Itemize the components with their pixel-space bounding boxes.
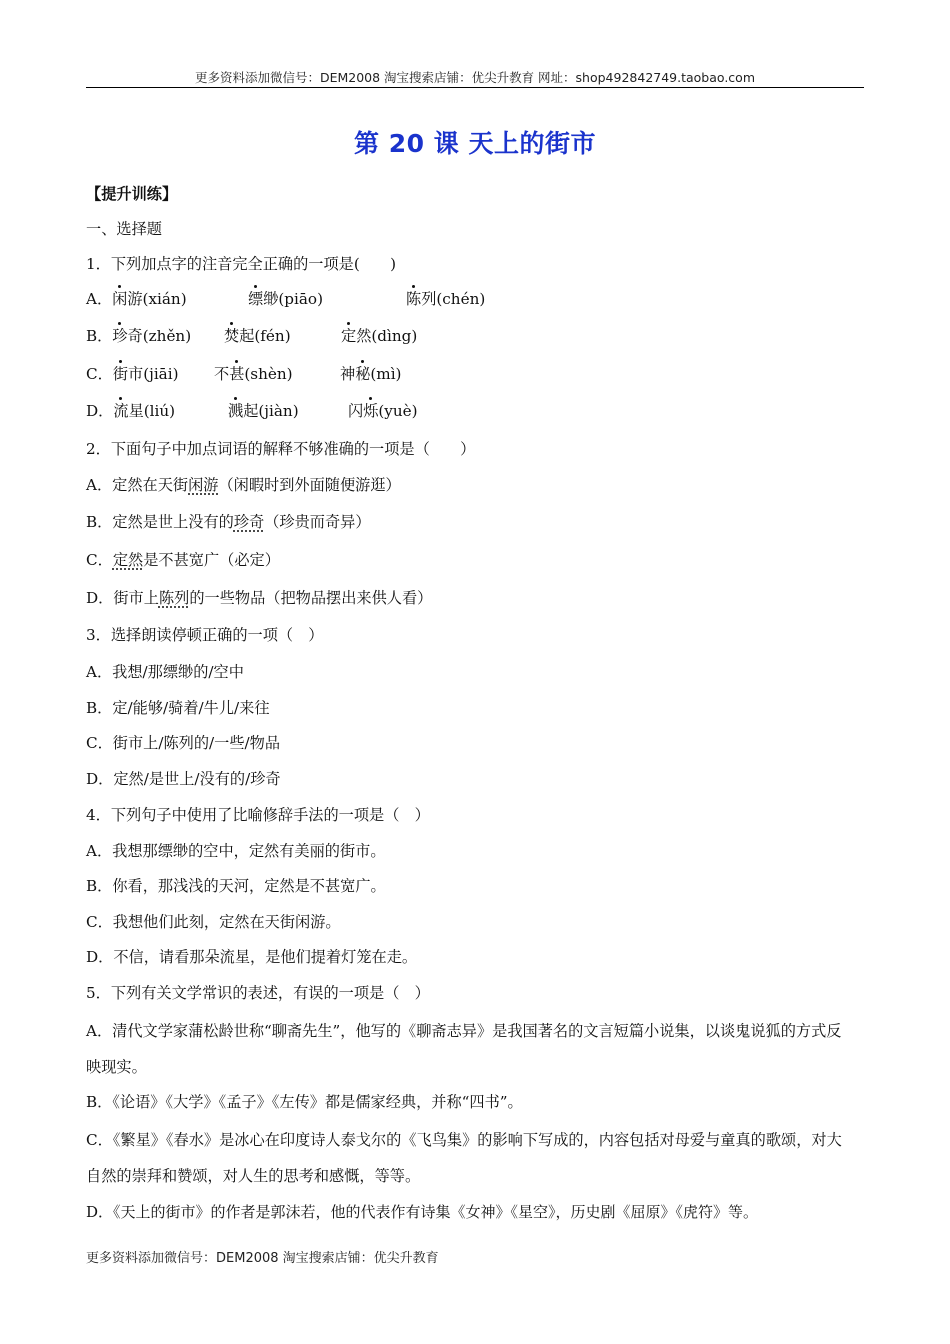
dotted-char: 陈 (406, 290, 422, 308)
dotted-word: 闲游 (188, 476, 219, 494)
q2-option-c (86, 553, 280, 568)
dotted-char: 街 (112, 365, 128, 383)
option-text: 星(liú) (128, 402, 176, 420)
dotted-char: 秘 (355, 365, 371, 383)
option-text: 列(chén) (421, 290, 486, 308)
q4-option-b: B．你看，那浅浅的天河，定然是不甚宽广。 (86, 877, 386, 895)
dotted-char: 定 (341, 327, 357, 345)
option-text: D．街市上 (86, 589, 159, 607)
option-text: 市(jiāi) (128, 365, 179, 383)
dotted-word: 珍奇 (233, 513, 265, 531)
option-text: 不 (214, 365, 230, 383)
option-text: 然(dìng) (356, 327, 418, 345)
q4-option-a: A．我想那缥缈的空中，定然有美丽的街市。 (86, 842, 386, 860)
option-text: 缈(piāo) (263, 290, 324, 308)
page-title: 第 20 课 天上的街市 (354, 129, 596, 158)
option-text: C． (86, 551, 113, 569)
q5-option-b: B．《论语》《大学》《孟子》《左传》都是儒家经典，并称“四书”。 (86, 1093, 523, 1111)
q3-option-b: B．定/能够/骑着/牛儿/来往 (86, 699, 270, 717)
q2-option-a (86, 478, 401, 493)
dotted-char: 闲 (112, 290, 128, 308)
dotted-char: 缥 (248, 290, 264, 308)
q1-stem: 1．下列加点字的注音完全正确的一项是( ) (86, 255, 397, 273)
q2-option-d (86, 591, 432, 606)
option-label: D． (86, 402, 114, 420)
q5-option-c: C．《繁星》《春水》是冰心在印度诗人泰戈尔的《飞鸟集》的影响下写成的，内容包括对母爱与童真的歌颂，对大自然的崇拜和赞颂，对人生的思考和感慨，等等。 (86, 1131, 842, 1185)
part-heading: 一、选择题 (86, 220, 162, 238)
option-label: C． (86, 365, 113, 383)
option-text: (yuè) (378, 402, 418, 420)
header-divider (86, 87, 864, 88)
q2-stem: 2．下面句子中加点词语的解释不够准确的一项是（ ） (86, 440, 476, 458)
q3-option-a: A．我想/那缥缈的/空中 (86, 663, 244, 681)
dotted-char: 烁 (363, 402, 379, 420)
q5-stem: 5．下列有关文学常识的表述，有误的一项是（ ） (86, 984, 430, 1002)
option-text: （闲暇时到外面随便游逛） (218, 476, 401, 494)
page-footer: 更多资料添加微信号：DEM2008 淘宝搜索店铺：优尖升教育 (86, 1251, 439, 1266)
option-text: （珍贵而奇异） (264, 513, 371, 531)
option-label: A． (86, 290, 113, 308)
page-header: 更多资料添加微信号：DEM2008 淘宝搜索店铺：优尖升教育 网址：shop492842749.taobao.com (194, 70, 756, 85)
q3-option-c: C．街市上/陈列的/一些/物品 (86, 734, 281, 752)
dotted-char: 甚 (229, 365, 245, 383)
q1-option-d (86, 402, 418, 420)
dotted-char: 流 (113, 402, 129, 420)
dotted-word: 定然 (112, 551, 144, 569)
option-text: A．定然在天街 (86, 476, 189, 494)
section-heading: 【提升训练】 (86, 185, 178, 203)
q1-option-a (86, 290, 486, 308)
option-text: 是不甚宽广（必定） (143, 551, 280, 569)
q1-option-c (86, 365, 402, 383)
option-text: B．定然是世上没有的 (86, 513, 234, 531)
dotted-char: 珍 (112, 327, 128, 345)
dotted-char: 焚 (224, 327, 240, 345)
dotted-word: 陈列 (158, 589, 190, 607)
option-text: 起(fén) (239, 327, 291, 345)
q4-stem: 4．下列句子中使用了比喻修辞手法的一项是（ ） (86, 806, 430, 824)
option-text: 闪 (348, 402, 364, 420)
q5-option-a: A．清代文学家蒲松龄世称“聊斋先生”，他写的《聊斋志异》是我国著名的文言短篇小说集，以谈鬼说狐的方式反映现实。 (86, 1022, 842, 1076)
option-text: 神 (340, 365, 356, 383)
option-text: (shèn) (244, 365, 293, 383)
q5-option-d: D．《天上的街市》的作者是郭沫若，他的代表作有诗集《女神》《星空》，历史剧《屈原》《虎符》等。 (86, 1203, 759, 1221)
option-text: 的一些物品（把物品摆出来供人看） (189, 589, 433, 607)
q1-option-b (86, 327, 418, 345)
option-label: B． (86, 327, 113, 345)
q4-option-d: D．不信，请看那朵流星，是他们提着灯笼在走。 (86, 948, 418, 966)
q2-option-b (86, 515, 371, 530)
q3-option-d: D．定然/是世上/没有的/珍奇 (86, 770, 281, 788)
dotted-char: 溅 (228, 402, 244, 420)
option-text: 游(xián) (127, 290, 187, 308)
option-text: 起(jiàn) (243, 402, 299, 420)
q3-stem: 3．选择朗读停顿正确的一项（ ） (86, 626, 324, 644)
option-text: (mì) (370, 365, 402, 383)
option-text: 奇(zhěn) (127, 327, 192, 345)
q4-option-c: C．我想他们此刻，定然在天街闲游。 (86, 913, 341, 931)
